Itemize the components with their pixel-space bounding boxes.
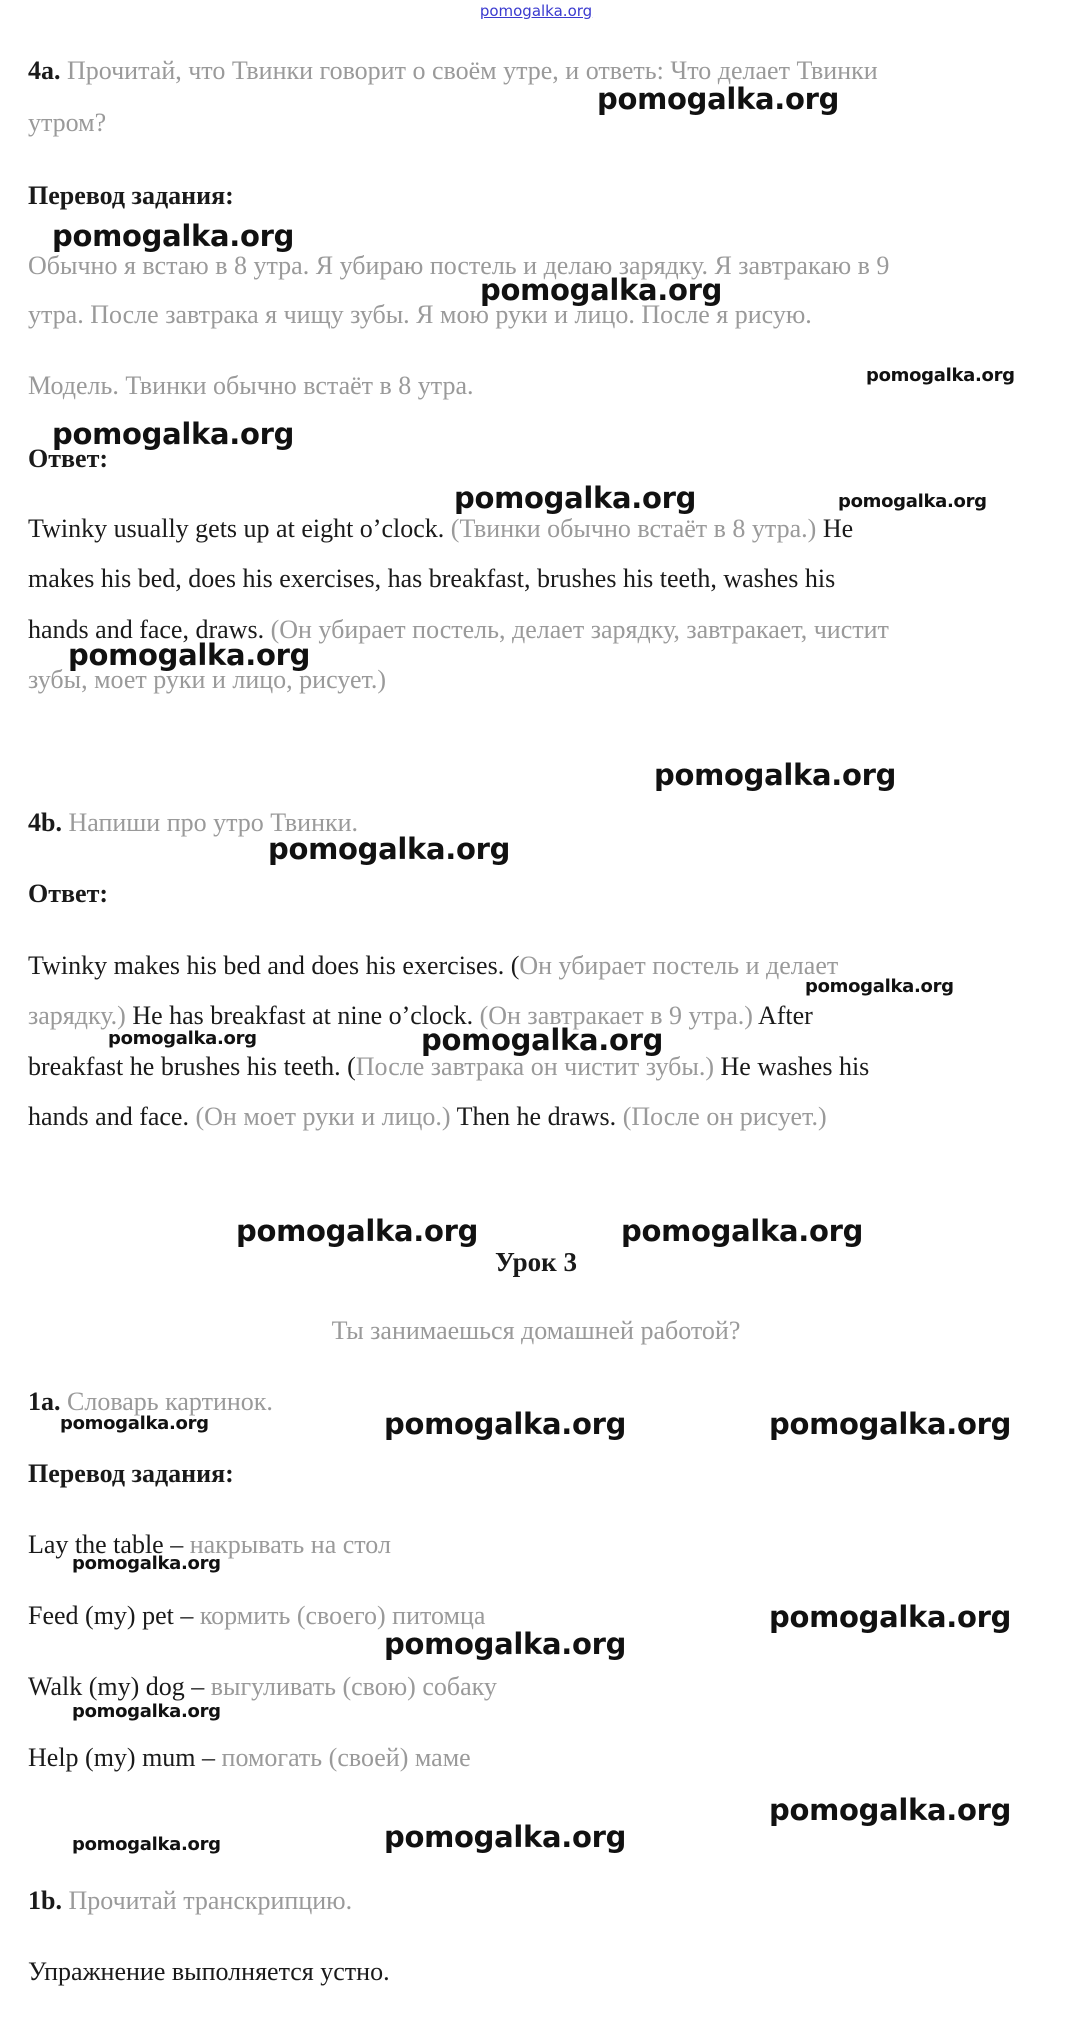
vocab-item: [28, 1745, 471, 1771]
instruction-text: Словарь картинок.: [67, 1387, 273, 1416]
answer-line: [28, 953, 838, 979]
vocab-english: Help (my) mum –: [28, 1743, 216, 1772]
vocab-item: [28, 1674, 497, 1700]
watermark: pomogalka.org: [866, 365, 1015, 386]
russian-text: (Он убирает постель, делает зарядку, завтракает, чистит: [264, 615, 889, 644]
watermark: pomogalka.org: [621, 1214, 864, 1248]
vocab-russian: кормить (своего) питомца: [193, 1601, 486, 1630]
english-text: Twinky usually gets up at eight o’clock.: [28, 514, 445, 543]
vocab-russian: помогать (своей) маме: [215, 1743, 471, 1772]
watermark: pomogalka.org: [597, 82, 840, 116]
task-number: 4b.: [28, 808, 62, 837]
english-text: Twinky makes his bed and does his exercises. (: [28, 951, 520, 980]
vocab-russian: выгуливать (свою) собаку: [204, 1672, 497, 1701]
watermark: pomogalka.org: [52, 417, 295, 451]
answer-line: [28, 1104, 827, 1130]
model-sentence: Модель. Твинки обычно встаёт в 8 утра.: [28, 371, 474, 400]
task-number: 1a.: [28, 1387, 61, 1416]
watermark: pomogalka.org: [72, 1834, 221, 1855]
watermark: pomogalka.org: [108, 1028, 257, 1049]
watermark: pomogalka.org: [769, 1793, 1012, 1827]
task-1b-instruction: [28, 1888, 352, 1914]
watermark: pomogalka.org: [769, 1407, 1012, 1441]
vocab-english: Feed (my) pet –: [28, 1601, 194, 1630]
translation-heading: Перевод задания:: [28, 1459, 234, 1488]
translation-heading: Перевод задания:: [28, 181, 234, 210]
watermark: pomogalka.org: [384, 1820, 627, 1854]
oral-exercise-note: Упражнение выполняется устно.: [28, 1957, 390, 1986]
english-text: hands and face.: [28, 1102, 196, 1131]
english-text: After: [752, 1001, 813, 1030]
russian-text: После завтрака он чистит зубы.): [355, 1052, 715, 1081]
watermark: pomogalka.org: [384, 1407, 627, 1441]
english-text: makes his bed, does his exercises, has breakfast, brushes his teeth, washes his: [28, 564, 836, 593]
watermark: pomogalka.org: [268, 832, 511, 866]
russian-text: Он убирает постель и делает: [519, 951, 839, 980]
vocab-item: [28, 1603, 485, 1629]
russian-text: зарядку.): [28, 1001, 126, 1030]
watermark: pomogalka.org: [236, 1214, 479, 1248]
task-1a-instruction: [28, 1389, 273, 1415]
answer-heading: Ответ:: [28, 879, 109, 908]
answer-line: [28, 566, 835, 592]
watermark: pomogalka.org: [60, 1413, 209, 1434]
russian-text: (После он рисует.): [622, 1102, 827, 1131]
english-text: He washes his: [714, 1052, 870, 1081]
instruction-text: Напиши про утро Твинки.: [68, 808, 359, 837]
translation-line: утра. После завтрака я чищу зубы. Я мою руки и лицо. После я рисую.: [28, 300, 812, 329]
watermark: pomogalka.org: [52, 219, 295, 253]
vocab-english: Lay the table –: [28, 1530, 184, 1559]
answer-line: [28, 516, 853, 542]
task-number: 1b.: [28, 1886, 62, 1915]
task-4a-instruction-cont: утром?: [28, 108, 107, 137]
watermark: pomogalka.org: [769, 1600, 1012, 1634]
watermark: pomogalka.org: [838, 491, 987, 512]
site-link[interactable]: pomogalka.org: [479, 2, 593, 20]
russian-text: (Он завтракает в 9 утра.): [479, 1001, 753, 1030]
english-text: hands and face, draws.: [28, 615, 265, 644]
vocab-russian: накрывать на стол: [183, 1530, 391, 1559]
task-number: 4a.: [28, 56, 61, 85]
watermark: pomogalka.org: [72, 1553, 221, 1574]
english-text: He has breakfast at nine o’clock.: [125, 1001, 480, 1030]
english-text: Then he draws.: [450, 1102, 623, 1131]
russian-text: (Он моет руки и лицо.): [195, 1102, 451, 1131]
task-4a-instruction: [28, 58, 878, 84]
watermark: pomogalka.org: [72, 1701, 221, 1722]
answer-line: [28, 1054, 869, 1080]
lesson-subtitle: Ты занимаешься домашней работой?: [331, 1316, 741, 1345]
lesson-title: Урок 3: [495, 1247, 577, 1277]
instruction-text: Прочитай, что Твинки говорит о своём утре, и ответь: Что делает Твинки: [67, 56, 878, 85]
translation-line: Обычно я встаю в 8 утра. Я убираю постель и делаю зарядку. Я завтракаю в 9: [28, 251, 890, 280]
watermark: pomogalka.org: [654, 758, 897, 792]
watermark: pomogalka.org: [454, 481, 697, 515]
english-text: breakfast he brushes his teeth. (: [28, 1052, 356, 1081]
russian-text: зубы, моет руки и лицо, рисует.): [28, 665, 387, 694]
instruction-text: Прочитай транскрипцию.: [68, 1886, 353, 1915]
answer-heading: Ответ:: [28, 444, 109, 473]
russian-text: (Твинки обычно встаёт в 8 утра.): [444, 514, 817, 543]
watermark: pomogalka.org: [68, 638, 311, 672]
english-text: He: [816, 514, 854, 543]
vocab-english: Walk (my) dog –: [28, 1672, 205, 1701]
watermark: pomogalka.org: [421, 1023, 664, 1057]
watermark: pomogalka.org: [805, 976, 954, 997]
watermark: pomogalka.org: [384, 1627, 627, 1661]
watermark: pomogalka.org: [480, 273, 723, 307]
